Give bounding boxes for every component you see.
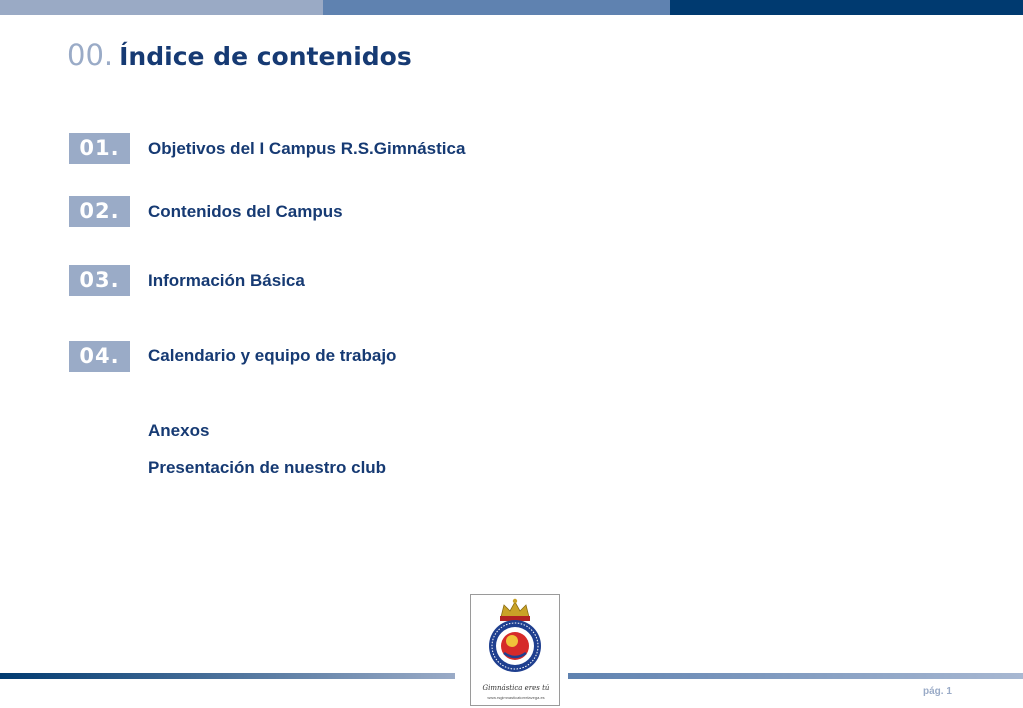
bottom-line-left [0,673,455,679]
toc-item-03[interactable]: Información Básica [148,271,305,290]
page-title [67,38,412,72]
toc-badge-04: 04. [69,341,130,372]
toc-item-04[interactable]: Calendario y equipo de trabajo [148,346,397,365]
toc-item-01[interactable]: Objetivos del I Campus R.S.Gimnástica [148,139,466,158]
club-logo [470,594,560,706]
toc-badge-02: 02. [69,196,130,227]
top-bar-light-segment [0,0,323,15]
crest-icon [471,595,559,685]
bottom-line-right [568,673,1023,679]
title-number: 00. [67,38,114,72]
top-bar-dark-segment [670,0,1023,15]
top-bar-mid-segment [323,0,670,15]
logo-url: www.rsgimnasticatorrelavega.es [487,695,545,700]
toc-item-anexos[interactable]: Anexos [148,421,210,440]
toc-item-02[interactable]: Contenidos del Campus [148,202,343,221]
logo-tagline: Gimnástica eres tú [482,684,550,692]
toc-item-club[interactable]: Presentación de nuestro club [148,458,387,477]
page-number: pág. 1 [923,686,952,697]
top-color-bar [0,0,1023,15]
title-text: Índice de contenidos [119,42,412,71]
toc-badge-03: 03. [69,265,130,296]
toc-badge-01: 01. [69,133,130,164]
